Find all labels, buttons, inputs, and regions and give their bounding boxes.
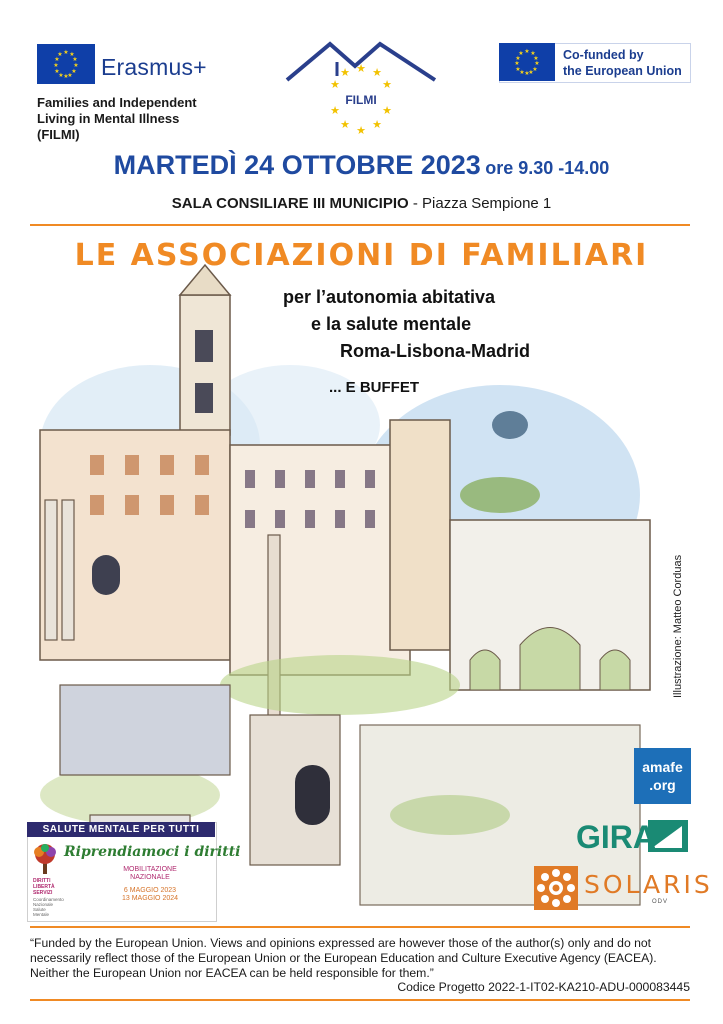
salute-date: 6 MAGGIO 2023 (123, 887, 177, 894)
divider (30, 926, 690, 928)
svg-text:★: ★ (340, 67, 350, 79)
svg-text:★: ★ (530, 51, 536, 57)
eu-flag-icon (499, 43, 555, 81)
salute-badge-title: Riprendiamoci i diritti (64, 844, 241, 860)
svg-text:★: ★ (63, 74, 69, 80)
svg-text:★: ★ (524, 49, 530, 55)
divider (30, 224, 690, 226)
filmi-logo (285, 38, 437, 146)
illustration-credit: Illustrazione: Matteo Corduas (672, 554, 684, 698)
filmi-subtitle-line: (FILMI) (37, 127, 80, 142)
svg-text:★: ★ (514, 61, 520, 67)
svg-text:★: ★ (63, 50, 69, 56)
svg-text:★: ★ (372, 119, 382, 131)
gira-wordmark: GIRA (576, 819, 656, 854)
svg-text:★: ★ (528, 70, 534, 76)
event-time: ore 9.30 -14.00 (485, 158, 610, 178)
svg-text:★: ★ (54, 57, 60, 63)
salute-mobilization-line: MOBILITAZIONE (123, 866, 177, 873)
cofunded-line: the European Union (563, 64, 682, 78)
svg-text:★: ★ (71, 69, 77, 75)
event-date-line (0, 150, 723, 181)
salute-coord-line: Coordinamento (33, 897, 64, 902)
svg-text:★: ★ (382, 79, 392, 91)
event-date: MARTEDÌ 24 OTTOBRE 2023 (113, 150, 481, 180)
salute-coord-line: Salute (33, 907, 46, 912)
subheading-line: e la salute mentale (311, 314, 472, 334)
svg-text:★: ★ (53, 63, 59, 69)
cofunded-line: Co-funded by (563, 48, 644, 62)
venue-address: - Piazza Sempione 1 (408, 195, 552, 212)
salute-mobilization-line: NAZIONALE (130, 874, 170, 881)
amafe-logo-line: .org (649, 777, 676, 793)
gira-logo (574, 818, 688, 854)
svg-text:★: ★ (372, 67, 382, 79)
svg-text:★: ★ (532, 67, 538, 73)
headline: LE ASSOCIAZIONI DI FAMILIARI (74, 238, 649, 273)
cofunded-text (563, 47, 682, 79)
salute-coord-line: Mentale (33, 912, 50, 917)
sun-icon (534, 866, 578, 910)
solaris-wordmark: SOLARIS (584, 870, 713, 899)
eu-disclaimer: “Funded by the European Union. Views and opinions expressed are however those of the author(s) only and do not necessarily reflect those of the European Union or the European Education and Culture Executive Agency (EACEA). Neither the European Union nor EACEA can be held responsible for them.” (30, 936, 657, 980)
salute-date: 13 MAGGIO 2024 (121, 895, 179, 902)
salute-tag-line: DIRITTI (33, 878, 51, 884)
filmi-logo-label: FILMI (345, 93, 377, 107)
filmi-project-title (37, 95, 257, 143)
filmi-subtitle-line: Families and Independent (37, 95, 197, 110)
solaris-odv-label: ODV (652, 899, 669, 905)
svg-text:★: ★ (515, 67, 521, 73)
salute-coord-line: Nazionale (33, 902, 54, 907)
svg-text:★: ★ (330, 105, 340, 117)
svg-text:★: ★ (356, 125, 366, 137)
svg-text:★: ★ (519, 70, 525, 76)
salute-tag-line: SERVIZI (33, 890, 53, 896)
tree-icon (30, 842, 60, 876)
subheading-line: Roma-Lisbona-Madrid (340, 341, 531, 361)
svg-text:★: ★ (515, 56, 521, 62)
svg-text:★: ★ (67, 73, 73, 79)
project-code: Codice Progetto 2022-1-IT02-KA210-ADU-000083445 (397, 980, 690, 994)
svg-text:★: ★ (54, 69, 60, 75)
svg-text:★: ★ (518, 51, 524, 57)
svg-text:★: ★ (330, 79, 340, 91)
svg-text:★: ★ (73, 63, 79, 69)
svg-text:★: ★ (534, 61, 540, 67)
erasmus-wordmark: Erasmus+ (101, 54, 207, 80)
event-venue (0, 195, 723, 212)
filmi-subtitle-line: Living in Mental Illness (37, 111, 180, 126)
venue-name: SALA CONSILIARE III MUNICIPIO (171, 195, 409, 212)
svg-text:★: ★ (524, 71, 530, 77)
svg-text:★: ★ (356, 63, 366, 75)
svg-text:★: ★ (69, 52, 75, 58)
svg-text:★: ★ (340, 119, 350, 131)
svg-text:★: ★ (58, 73, 64, 79)
svg-text:★: ★ (72, 57, 78, 63)
house-with-eu-stars-icon (285, 38, 437, 146)
divider (30, 999, 690, 1001)
amafe-logo-line: amafe (642, 759, 683, 775)
salute-tag-line: LIBERTÀ (33, 884, 55, 890)
salute-badge-header: SALUTE MENTALE PER TUTTI (27, 822, 215, 837)
svg-text:★: ★ (57, 52, 63, 58)
amafe-logo (634, 748, 691, 804)
buffet-note: ... E BUFFET (329, 379, 419, 396)
subheading-line: per l’autonomia abitativa (283, 287, 496, 307)
eu-flag-icon (37, 44, 95, 84)
svg-text:★: ★ (382, 105, 392, 117)
svg-text:★: ★ (533, 56, 539, 62)
